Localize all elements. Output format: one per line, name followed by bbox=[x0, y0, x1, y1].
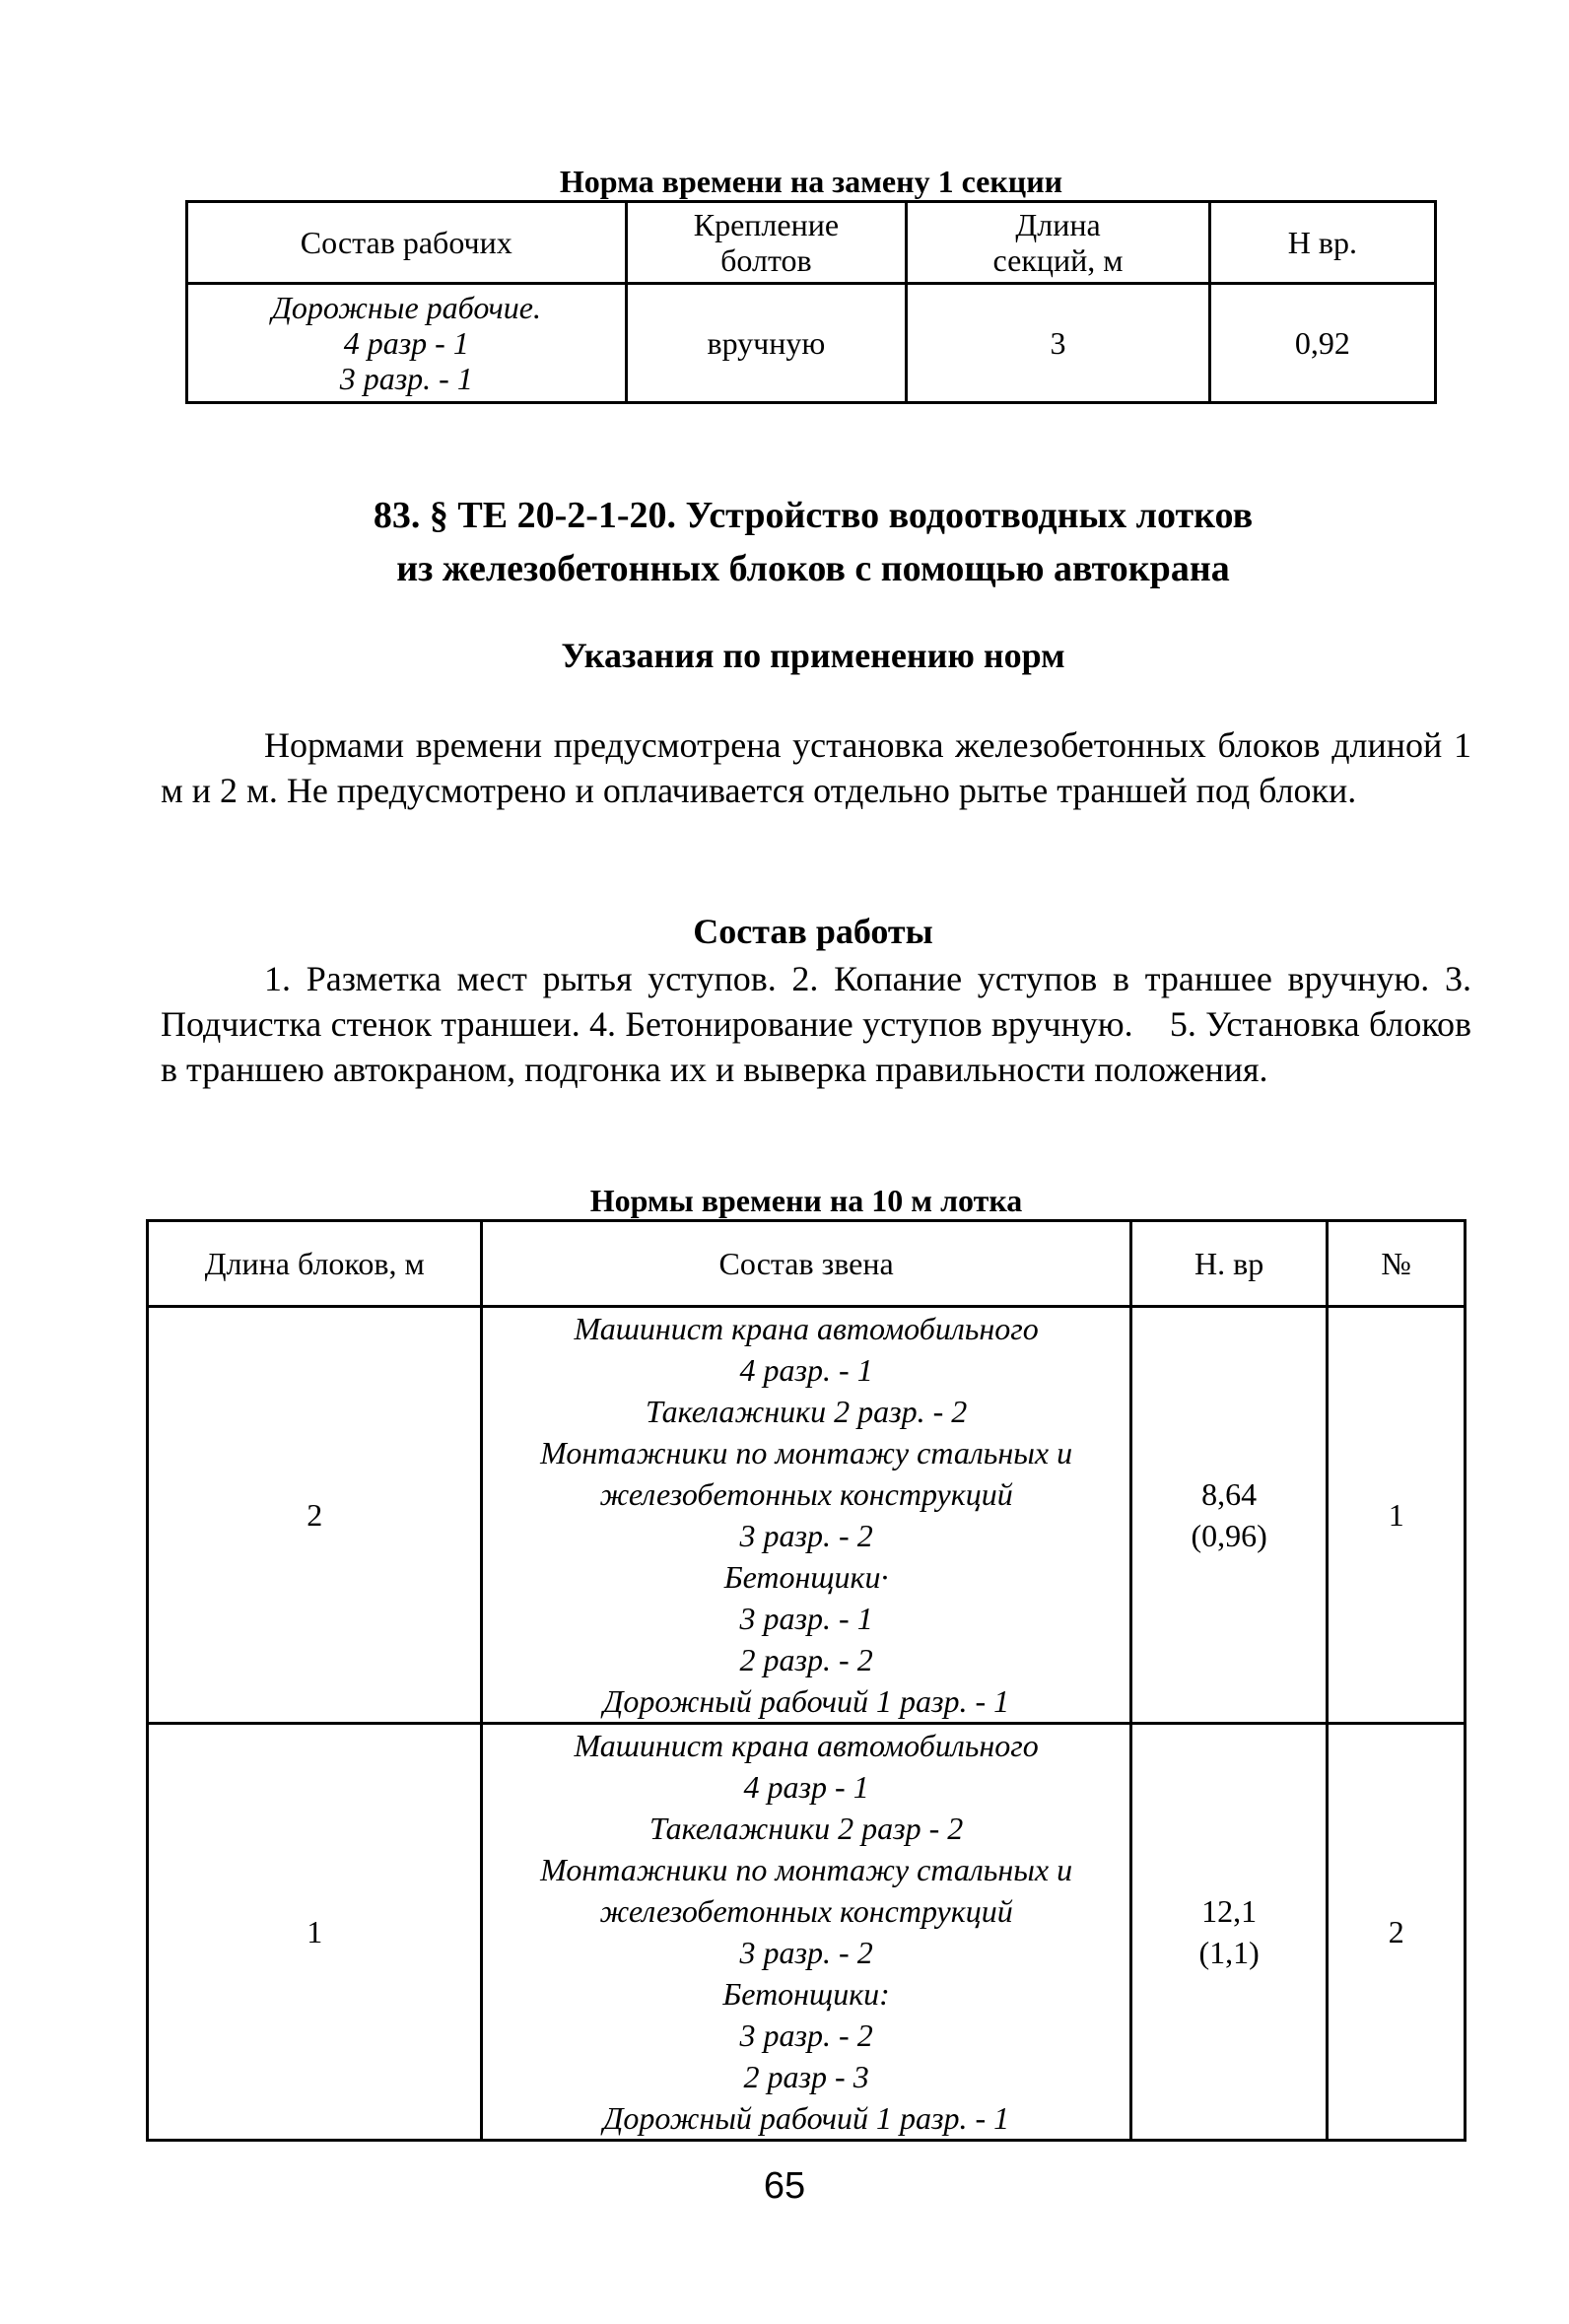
crew-line: Бетонщики· bbox=[723, 1559, 889, 1595]
norm-cell bbox=[1130, 1724, 1328, 2141]
crew-line: 4 разр. - 1 bbox=[739, 1352, 873, 1388]
table-row bbox=[187, 284, 1436, 403]
section-title-line: из железобетонных блоков с помощью автокрана bbox=[396, 548, 1230, 589]
section-title bbox=[158, 489, 1468, 595]
page-number: 65 bbox=[763, 2165, 806, 2207]
crew-cell bbox=[482, 1724, 1130, 2141]
crew-line: Такелажники 2 разр - 2 bbox=[648, 1811, 964, 1846]
workers-line: 3 разр. - 1 bbox=[339, 361, 473, 396]
crew-line: Дорожный рабочий 1 разр. - 1 bbox=[603, 1683, 1010, 1719]
crew-line: Монтажники по монтажу стальных и bbox=[540, 1435, 1073, 1470]
table1-caption: Норма времени на замену 1 секции bbox=[559, 164, 1063, 199]
block-length-cell: 1 bbox=[148, 1724, 482, 2141]
header-workers: Состав рабочих bbox=[187, 202, 627, 284]
crew-line: 3 разр. - 2 bbox=[739, 2017, 873, 2053]
crew-line: 2 разр. - 2 bbox=[739, 1642, 873, 1677]
header-norm: Н вр. bbox=[1209, 202, 1435, 284]
norm-value-paren: (0,96) bbox=[1191, 1518, 1267, 1553]
workers-cell bbox=[187, 284, 627, 403]
crew-line: Бетонщики: bbox=[722, 1976, 890, 2012]
norm-value: 8,64 bbox=[1201, 1476, 1258, 1512]
norm-cell bbox=[1130, 1307, 1328, 1724]
table-row bbox=[148, 1307, 1466, 1724]
crew-line: Машинист крана автомобильного bbox=[574, 1311, 1039, 1346]
table2-caption: Нормы времени на 10 м лотка bbox=[589, 1183, 1023, 1218]
work-composition-heading: Состав работы bbox=[693, 912, 933, 951]
header-block-length: Длина блоков, м bbox=[148, 1221, 482, 1307]
crew-line: 3 разр. - 2 bbox=[739, 1935, 873, 1970]
instructions-paragraph bbox=[161, 722, 1471, 813]
crew-line: Такелажники 2 разр. - 2 bbox=[645, 1394, 968, 1429]
fastening-cell: вручную bbox=[626, 284, 907, 403]
header-crew: Состав звена bbox=[482, 1221, 1130, 1307]
block-length-cell: 2 bbox=[148, 1307, 482, 1724]
crew-line: Монтажники по монтажу стальных и bbox=[540, 1852, 1073, 1887]
table1-header-row bbox=[187, 202, 1436, 284]
header-section-length: Длина секций, м bbox=[907, 202, 1210, 284]
header-number: № bbox=[1328, 1221, 1466, 1307]
work-composition-paragraph bbox=[161, 956, 1480, 1092]
crew-line: Дорожный рабочий 1 разр. - 1 bbox=[603, 2100, 1010, 2136]
length-cell: 3 bbox=[907, 284, 1210, 403]
norm-value-paren: (1,1) bbox=[1198, 1935, 1260, 1970]
table-row bbox=[148, 1724, 1466, 2141]
crew-line: железобетонных конструкций bbox=[599, 1893, 1013, 1929]
header-fastening: Крепление болтов bbox=[626, 202, 907, 284]
crew-line: 2 разр - 3 bbox=[743, 2059, 869, 2094]
norm-cell: 0,92 bbox=[1209, 284, 1435, 403]
norm-value: 12,1 bbox=[1201, 1893, 1258, 1929]
header-norm: Н. вр bbox=[1130, 1221, 1328, 1307]
crew-cell bbox=[482, 1307, 1130, 1724]
workers-line: 4 разр - 1 bbox=[343, 325, 469, 361]
workers-line: Дорожные рабочие. bbox=[271, 290, 541, 325]
number-cell: 2 bbox=[1328, 1724, 1466, 2141]
number-cell: 1 bbox=[1328, 1307, 1466, 1724]
time-norms-table bbox=[146, 1219, 1467, 2142]
section-replacement-table bbox=[185, 200, 1437, 404]
table2-header-row bbox=[148, 1221, 1466, 1307]
crew-line: 3 разр. - 1 bbox=[739, 1601, 873, 1636]
crew-line: железобетонных конструкций bbox=[599, 1476, 1013, 1512]
crew-line: 4 разр - 1 bbox=[743, 1769, 869, 1805]
instructions-heading: Указания по применению норм bbox=[561, 636, 1065, 675]
crew-line: Машинист крана автомобильного bbox=[574, 1728, 1039, 1763]
work-composition-text: 1. Разметка мест рытья уступов. 2. Копание уступов в траншее вручную. 3. Подчистка стенок траншеи. 4. Бетонирование уступов вручную. 5. Установка блоков в траншею автокраном, подгонка их и выверка правильности положения. bbox=[161, 959, 1480, 1089]
instructions-text: Нормами времени предусмотрена установка железобетонных блоков длиной 1 м и 2 м. Не предусмотрено и оплачивается отдельно рытье траншей под блоки. bbox=[161, 725, 1471, 810]
section-title-line: 83. § ТЕ 20-2-1-20. Устройство водоотводных лотков bbox=[373, 495, 1254, 536]
crew-line: 3 разр. - 2 bbox=[739, 1518, 873, 1553]
